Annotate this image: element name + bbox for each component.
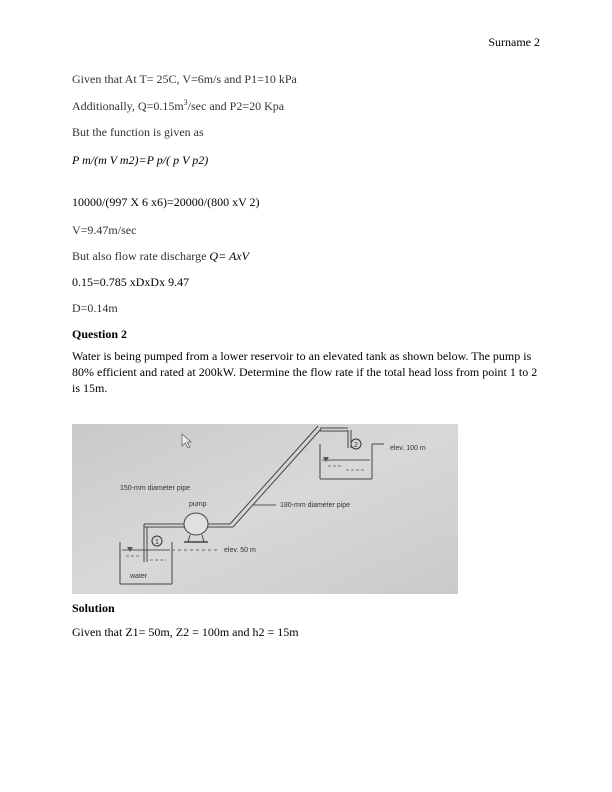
function-intro: But the function is given as	[72, 125, 204, 139]
elev-top-label: elev. 100 m	[390, 445, 426, 452]
elev-bottom-label: elev. 50 m	[224, 547, 256, 554]
water-label: water	[130, 573, 148, 580]
superscript-3: 3	[183, 98, 188, 107]
pump-system-figure	[72, 424, 458, 594]
equation-2: 10000/(997 X 6 x6)=20000/(800 xV 2)	[72, 195, 260, 209]
diameter-result: D=0.14m	[72, 301, 118, 315]
running-head: Surname 2	[488, 35, 540, 49]
point-2-label: 2	[354, 442, 358, 449]
point-1-label: 1	[155, 539, 159, 546]
equation-1: P m/(m V m2)=P p/( p V p2)	[72, 153, 209, 167]
additionally-text: Additionally, Q=0.15m	[72, 99, 184, 113]
given-line-2	[72, 98, 284, 114]
flow-rate-line	[72, 249, 249, 264]
equation-3: 0.15=0.785 xDxDx 9.47	[72, 275, 190, 289]
additionally-text-post: /sec and P2=20 Kpa	[187, 99, 285, 113]
flow-rate-intro: But also flow rate discharge	[72, 249, 207, 263]
pipe-180-label: 180-mm diameter pipe	[280, 502, 351, 509]
question-heading: Question 2	[72, 327, 128, 341]
solution-heading: Solution	[72, 601, 115, 615]
given-line-1: Given that At T= 25C, V=6m/s and P1=10 kPa	[72, 72, 297, 86]
question-text: Water is being pumped from a lower reservoir to an elevated tank as shown below. The pump is 80% efficient and rated at 200kW. Determine the flow rate if the total head loss from point 1 to 2 is 15m.	[72, 349, 538, 395]
pipe-150-label: 150-mm diameter pipe	[120, 485, 191, 492]
velocity-result: V=9.47m/sec	[72, 223, 137, 237]
flow-rate-equation: Q= AxV	[209, 249, 249, 263]
solution-given: Given that Z1= 50m, Z2 = 100m and h2 = 15m	[72, 625, 299, 639]
pump-label: pump	[189, 501, 207, 508]
